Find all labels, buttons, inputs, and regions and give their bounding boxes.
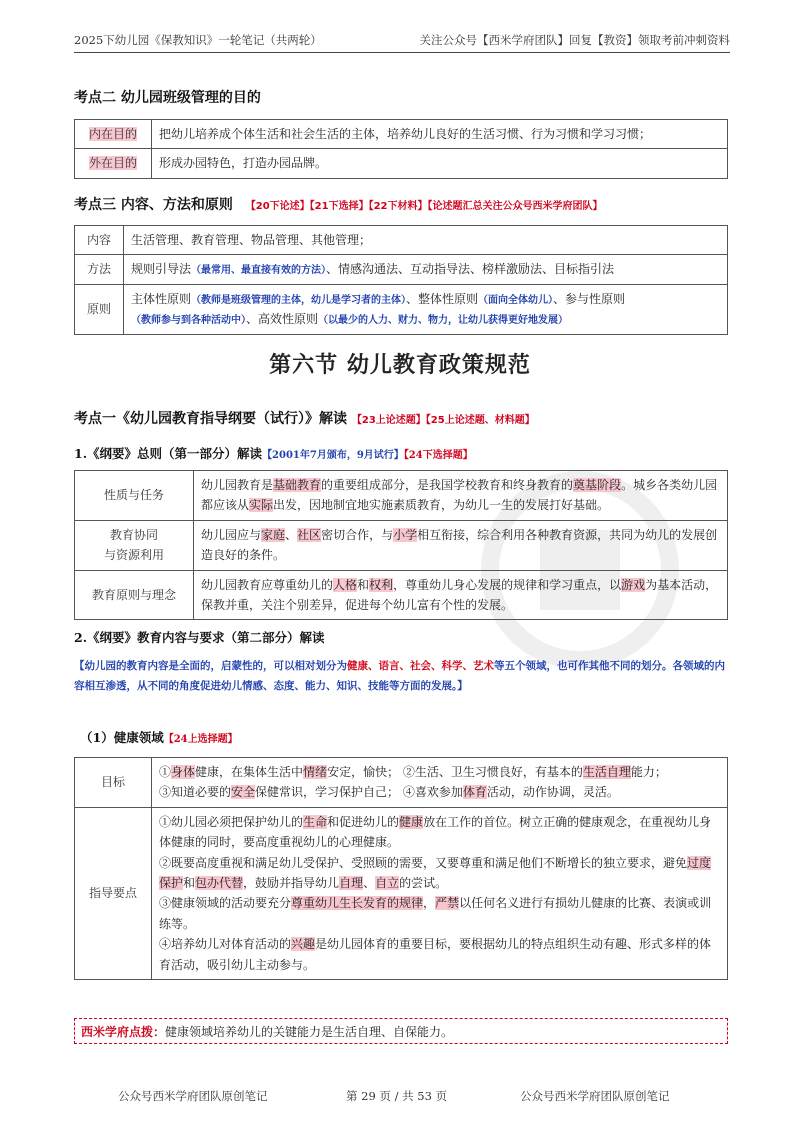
kd3-content: 生活管理、教育管理、物品管理、其他管理； — [124, 226, 728, 255]
g-hl: 情绪 — [303, 765, 328, 779]
health-guide-label: 指导要点 — [75, 807, 152, 979]
footer-left: 公众号西米学府团队原创笔记 — [118, 1089, 268, 1103]
kd2-text-inner: 把幼儿培养成个体生活和社会生活的主体，培养幼儿良好的生活习惯、行为习惯和学习习惯； — [152, 120, 728, 149]
page-header — [74, 32, 730, 48]
k-seg: ①幼儿园必须把保护幼儿的 — [159, 814, 304, 829]
goal-line-2 — [159, 782, 720, 802]
part1-r1-label: 性质与任务 — [75, 471, 194, 521]
g-hl: 安全 — [231, 785, 256, 800]
g-seg: 活动，动作协调，灵活。 — [486, 785, 619, 800]
k-hl: 严禁 — [435, 896, 460, 911]
note-b: 等五个领域，也可作其他不同的划分。各领域的内容相互渗透，从不同的角度促进幼儿情感、态度、能力、知识、技能等方面的发展。】 — [74, 660, 725, 692]
g-hl: 身体 — [171, 765, 196, 779]
k-seg: 是幼儿园体育的重要目标，要根据幼儿的特点组织生动有趣、形式多样的体育活动，吸引幼儿主动参与。 — [159, 937, 712, 972]
kd3-content-label: 内容 — [75, 226, 124, 255]
method-a: 规则引导法 — [131, 262, 192, 277]
k-seg: ，鼓励并指导幼儿 — [243, 875, 340, 890]
principle-3-note: （教师参与到各种活动中） — [131, 315, 246, 327]
tip-text: 健康领域培养幼儿的关键能力是生活自理、自保能力。 — [165, 1025, 454, 1039]
principle-2: 、整体性原则 — [406, 291, 479, 306]
header-right: 关注公众号【西米学府团队】回复【教资】领取考前冲刺资料 — [419, 33, 730, 47]
r2-label-b: 与资源利用 — [103, 548, 164, 563]
part1-title: 1.《纲要》总则（第一部分）解读 — [74, 446, 263, 461]
g-seg: 健康，在集体生活中 — [195, 765, 304, 779]
kd2-label-outer: 外在目的 — [88, 156, 137, 171]
k-seg: ， — [423, 896, 436, 911]
r2-seg: 、 — [285, 527, 298, 542]
r1-seg: 的重要组成部分，是我国学校教育和终身教育的 — [321, 478, 574, 492]
r3-seg: 为基本活动，保教并重，关注个别差异，促进每个幼儿富有个性的发展。 — [201, 577, 718, 612]
note-red: 健康、语言、社会、科学、艺术 — [347, 660, 494, 672]
principle-4-note: （以最少的人力、财力、物力，让幼儿获得更好地发展） — [318, 315, 569, 327]
part1-r2-label — [75, 520, 194, 570]
section-title: 第六节 幼儿教育政策规范 — [269, 353, 531, 378]
kd3-heading — [74, 194, 603, 214]
part1-table — [74, 470, 728, 620]
k-seg: 和促进幼儿的 — [327, 814, 400, 829]
guide-2 — [159, 853, 720, 894]
kd3-tags: 【20下论述】【21下选择】【22下材料】【论述题汇总关注公众号西米学府团队】 — [245, 201, 603, 212]
k-seg: 、 — [363, 875, 376, 890]
principle-1-note: （教师是班级管理的主体，幼儿是学习者的主体） — [191, 294, 407, 306]
g-seg: 能力； — [630, 765, 667, 779]
r2-hl: 社区 — [297, 527, 322, 542]
k-seg: 以任何名义进行有损幼儿健康的比赛、表演或训练等。 — [159, 896, 712, 931]
tip-box — [74, 1018, 728, 1044]
page-number: 第 29 页 / 共 53 页 — [346, 1089, 448, 1103]
g-seg: ③知道必要的 — [159, 785, 232, 800]
kd2-text-outer: 形成办园特色，打造办园品牌。 — [152, 149, 728, 178]
goal-line-1 — [159, 762, 720, 782]
r1-seg: 。城乡各类幼儿园都应该从 — [201, 478, 718, 513]
r2-seg: 幼儿园应与 — [201, 527, 262, 542]
r1-seg: 幼儿园教育是 — [201, 478, 274, 492]
r3-hl: 权利 — [369, 577, 394, 592]
part1-r3 — [194, 570, 728, 620]
part2-note — [74, 657, 734, 697]
health-heading — [80, 728, 238, 746]
part1-r2 — [194, 520, 728, 570]
health-table — [74, 757, 728, 980]
health-goals — [152, 758, 728, 808]
part1-note: 【2001年7月颁布，9月试行】 — [262, 450, 404, 461]
r1-hl: 基础教育 — [273, 478, 322, 492]
method-note: （最常用、最直接有效的方法） — [191, 265, 327, 277]
r2-hl: 家庭 — [261, 527, 286, 542]
guide-3 — [159, 893, 720, 934]
health-title: （1）健康领域 — [80, 730, 164, 745]
k-hl: 健康 — [399, 814, 424, 829]
r3-seg: ，尊重幼儿身心发展的规律和学习重点，以 — [393, 577, 622, 592]
part1-r3-label: 教育原则与理念 — [75, 570, 194, 620]
g-hl: 体育 — [462, 785, 487, 800]
health-guides — [152, 807, 728, 979]
table-row — [75, 226, 728, 255]
r3-hl: 人格 — [333, 577, 358, 592]
k-seg: ③健康领域的活动要充分 — [159, 896, 292, 911]
kd3-principle — [124, 284, 728, 334]
r3-seg: 和 — [357, 577, 370, 592]
r1-hl: 实际 — [249, 498, 274, 513]
part2-title: 2.《纲要》教育内容与要求（第二部分）解读 — [74, 630, 325, 645]
k-hl: 生命 — [303, 814, 328, 829]
kd2-title: 考点二 幼儿园班级管理的目的 — [74, 90, 261, 106]
k-hl: 自立 — [375, 875, 400, 890]
table-row — [75, 570, 728, 620]
header-divider — [74, 52, 730, 53]
k-hl: 自理 — [339, 875, 364, 890]
table-row — [75, 120, 728, 149]
part1-r1 — [194, 471, 728, 521]
kd3-title: 考点三 内容、方法和原则 — [74, 197, 233, 213]
k-seg: 的尝试。 — [399, 875, 448, 890]
k-hl: 包办代替 — [195, 875, 244, 890]
k-seg: ④培养幼儿对体育活动的 — [159, 937, 292, 952]
table-row — [75, 149, 728, 178]
r2-hl: 小学 — [393, 527, 418, 542]
g-seg: ① — [159, 765, 172, 779]
table-row — [75, 520, 728, 570]
health-goal-label: 目标 — [75, 758, 152, 808]
table-row — [75, 284, 728, 334]
k-seg: ②既要高度重视和满足幼儿受保护、受照顾的需要，又要尊重和满足他们不断增长的独立要求，避免 — [159, 855, 688, 870]
kd1-tags: 【23上论述题】【25上论述题、材料题】 — [351, 415, 535, 426]
table-row — [75, 807, 728, 979]
r3-seg: 幼儿园教育应尊重幼儿的 — [201, 577, 334, 592]
principle-2-note: （面向全体幼儿） — [478, 294, 554, 306]
note-a: 【幼儿园的教育内容是全面的，启蒙性的，可以相对划分为 — [74, 660, 347, 672]
r2-label-a: 教育协同 — [109, 527, 158, 542]
kd2-label-inner: 内在目的 — [88, 127, 137, 141]
r2-seg: 相互衔接，综合利用各种教育资源，共同为幼儿的发展创造良好的条件。 — [201, 527, 718, 563]
kd1-title: 考点一《幼儿园教育指导纲要（试行）》解读 — [74, 411, 347, 427]
guide-4 — [159, 934, 720, 975]
kd3-table — [74, 225, 728, 335]
k-hl: 兴趣 — [291, 937, 316, 952]
table-row — [75, 758, 728, 808]
kd2-table — [74, 119, 728, 179]
g-seg: 保健常识，学习保护自己； ④喜欢参加 — [255, 785, 463, 800]
principle-1: 主体性原则 — [131, 291, 192, 306]
k-seg: 和 — [183, 875, 196, 890]
kd3-principle-label: 原则 — [75, 284, 124, 334]
part1-heading — [74, 444, 473, 462]
r1-hl: 奠基阶段 — [573, 478, 622, 492]
k-seg: 放在工作的首位。树立正确的健康观念，在重视幼儿身体健康的同时，要高度重视幼儿的心理健康。 — [159, 814, 712, 850]
g-seg: 安定，愉快； ②生活、卫生习惯良好，有基本的 — [327, 765, 583, 779]
r2-seg: 密切合作，与 — [321, 527, 394, 542]
health-tag: 【24上选择题】 — [163, 734, 238, 745]
r1-seg: 出发，因地制宜地实施素质教育，为幼儿一生的发展打好基础。 — [273, 498, 610, 513]
kd3-method-label: 方法 — [75, 255, 124, 284]
k-hl: 过度保护 — [159, 855, 712, 890]
tip-label: 西米学府点拨： — [81, 1025, 166, 1039]
k-hl: 尊重幼儿生长发育的规律 — [291, 896, 424, 911]
part1-tag: 【24下选择题】 — [403, 450, 473, 461]
kd3-method — [124, 255, 728, 284]
table-row — [75, 255, 728, 284]
kd1-heading — [74, 408, 535, 428]
r3-hl: 游戏 — [621, 577, 646, 592]
header-left: 2025下幼儿园《保教知识》一轮笔记（共两轮） — [74, 33, 322, 47]
method-b: 、情感沟通法、互动指导法、榜样激励法、目标指引法 — [326, 262, 615, 277]
table-row — [75, 471, 728, 521]
footer-right: 公众号西米学府团队原创笔记 — [520, 1089, 670, 1103]
principle-4: 、高效性原则 — [246, 312, 319, 327]
principle-3: 、参与性原则 — [553, 291, 626, 306]
guide-1 — [159, 812, 720, 853]
g-hl: 生活自理 — [582, 765, 631, 779]
